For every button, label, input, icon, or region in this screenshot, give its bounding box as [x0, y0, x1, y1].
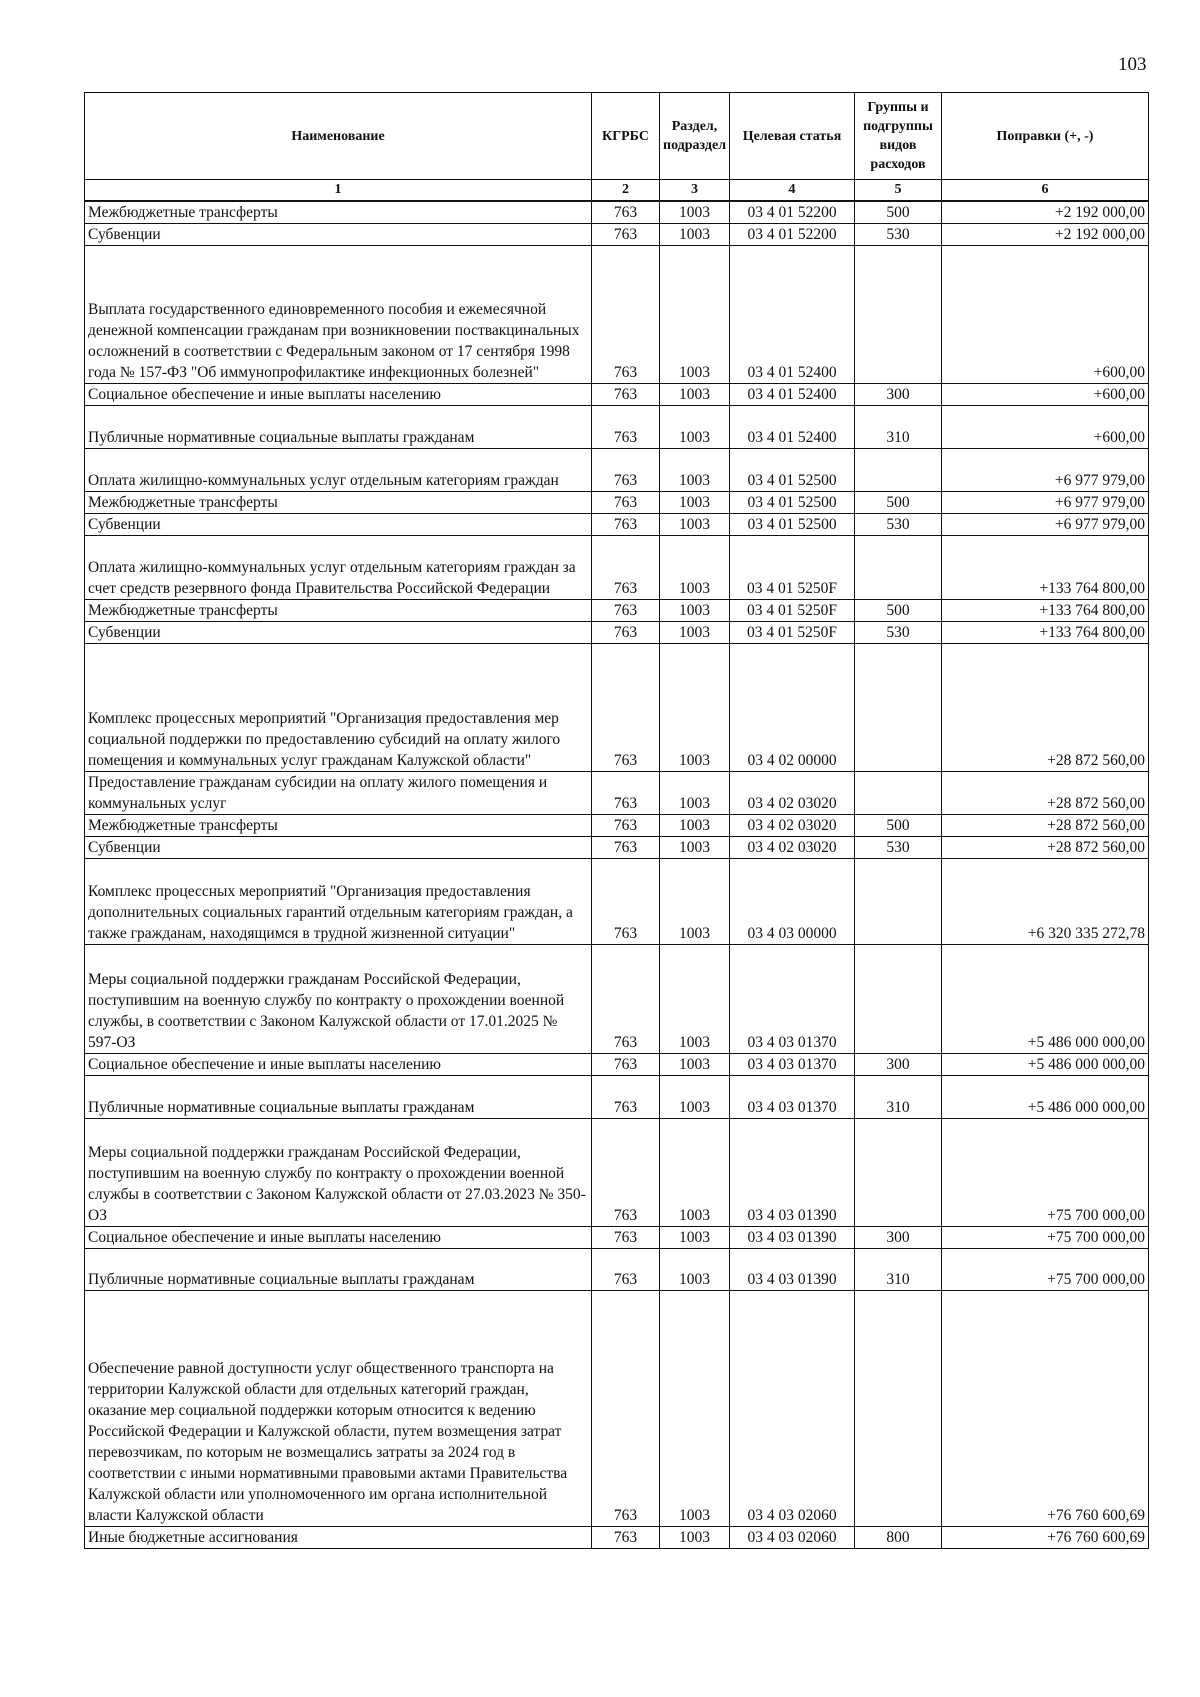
cell-name: Комплекс процессных мероприятий "Организация предоставления дополнительных социальных гарантий отдельным категориям граждан, а также гражданам, находящимся в трудной жизненной ситуации" — [85, 859, 592, 945]
table-body — [85, 201, 1149, 1549]
cell-name: Публичные нормативные социальные выплаты гражданам — [85, 1249, 592, 1291]
cell-celevaya-statya: 03 4 02 03020 — [730, 815, 855, 837]
cell-name: Межбюджетные трансферты — [85, 201, 592, 224]
cell-vid-raskhodov: 530 — [855, 837, 942, 859]
cell-razdel: 1003 — [660, 246, 730, 384]
column-number: 2 — [592, 180, 660, 202]
cell-kgrbs: 763 — [592, 1527, 660, 1549]
cell-celevaya-statya: 03 4 01 52200 — [730, 201, 855, 224]
cell-vid-raskhodov — [855, 772, 942, 815]
cell-razdel: 1003 — [660, 201, 730, 224]
cell-celevaya-statya: 03 4 01 52400 — [730, 246, 855, 384]
cell-celevaya-statya: 03 4 03 01390 — [730, 1249, 855, 1291]
cell-kgrbs: 763 — [592, 644, 660, 772]
cell-kgrbs: 763 — [592, 1291, 660, 1527]
cell-kgrbs: 763 — [592, 1227, 660, 1249]
cell-celevaya-statya: 03 4 03 01370 — [730, 945, 855, 1054]
column-number: 6 — [942, 180, 1149, 202]
cell-celevaya-statya: 03 4 03 01390 — [730, 1119, 855, 1227]
cell-kgrbs: 763 — [592, 945, 660, 1054]
cell-popravki: +75 700 000,00 — [942, 1227, 1149, 1249]
cell-popravki: +133 764 800,00 — [942, 536, 1149, 600]
cell-popravki: +2 192 000,00 — [942, 224, 1149, 246]
cell-razdel: 1003 — [660, 384, 730, 406]
cell-kgrbs: 763 — [592, 514, 660, 536]
table-row — [85, 1527, 1149, 1549]
table-row — [85, 644, 1149, 772]
cell-name: Межбюджетные трансферты — [85, 492, 592, 514]
cell-name: Выплата государственного единовременного пособия и ежемесячной денежной компенсации гражданам при возникновении поствакцинальных осложнений в соответствии с Федеральным законом от 17 сентября 1998 года № 157-ФЗ "Об иммунопрофилактике инфекционных болезней" — [85, 246, 592, 384]
cell-celevaya-statya: 03 4 02 03020 — [730, 772, 855, 815]
cell-razdel: 1003 — [660, 1076, 730, 1119]
page-number: 103 — [1118, 54, 1147, 75]
cell-celevaya-statya: 03 4 02 03020 — [730, 837, 855, 859]
cell-vid-raskhodov — [855, 1291, 942, 1527]
cell-kgrbs: 763 — [592, 246, 660, 384]
cell-name: Межбюджетные трансферты — [85, 815, 592, 837]
table-row — [85, 1291, 1149, 1527]
table-row — [85, 815, 1149, 837]
table-row — [85, 201, 1149, 224]
cell-kgrbs: 763 — [592, 201, 660, 224]
cell-kgrbs: 763 — [592, 1054, 660, 1076]
table-row — [85, 536, 1149, 600]
table-row — [85, 772, 1149, 815]
header-kgrbs: КГРБС — [592, 93, 660, 180]
cell-celevaya-statya: 03 4 03 01390 — [730, 1227, 855, 1249]
table-row — [85, 224, 1149, 246]
cell-name: Предоставление гражданам субсидии на оплату жилого помещения и коммунальных услуг — [85, 772, 592, 815]
table-row — [85, 492, 1149, 514]
cell-vid-raskhodov: 300 — [855, 1054, 942, 1076]
cell-vid-raskhodov: 530 — [855, 514, 942, 536]
header-celev: Целевая статья — [730, 93, 855, 180]
cell-kgrbs: 763 — [592, 449, 660, 492]
cell-name: Публичные нормативные социальные выплаты гражданам — [85, 406, 592, 449]
cell-name: Субвенции — [85, 837, 592, 859]
cell-popravki: +5 486 000 000,00 — [942, 1054, 1149, 1076]
cell-vid-raskhodov: 530 — [855, 622, 942, 644]
cell-razdel: 1003 — [660, 1291, 730, 1527]
table-row — [85, 837, 1149, 859]
cell-popravki: +6 977 979,00 — [942, 514, 1149, 536]
cell-kgrbs: 763 — [592, 815, 660, 837]
cell-celevaya-statya: 03 4 01 5250F — [730, 536, 855, 600]
cell-popravki: +76 760 600,69 — [942, 1527, 1149, 1549]
cell-popravki: +600,00 — [942, 384, 1149, 406]
cell-kgrbs: 763 — [592, 536, 660, 600]
cell-popravki: +75 700 000,00 — [942, 1249, 1149, 1291]
header-razdel: Раздел, подраздел — [660, 93, 730, 180]
cell-vid-raskhodov: 500 — [855, 201, 942, 224]
table-header — [85, 93, 1149, 202]
cell-vid-raskhodov — [855, 246, 942, 384]
cell-kgrbs: 763 — [592, 600, 660, 622]
header-vid: Группы и подгруппы видов расходов — [855, 93, 942, 180]
cell-popravki: +28 872 560,00 — [942, 837, 1149, 859]
cell-razdel: 1003 — [660, 622, 730, 644]
table-row — [85, 449, 1149, 492]
cell-celevaya-statya: 03 4 01 5250F — [730, 600, 855, 622]
cell-popravki: +600,00 — [942, 246, 1149, 384]
cell-name: Субвенции — [85, 514, 592, 536]
table-row — [85, 1249, 1149, 1291]
cell-razdel: 1003 — [660, 859, 730, 945]
cell-razdel: 1003 — [660, 1227, 730, 1249]
cell-name: Обеспечение равной доступности услуг общественного транспорта на территории Калужской области для отдельных категорий граждан, оказание мер социальной поддержки которым относится к ведению Российской Федерации и Калужской области, путем возмещения затрат перевозчикам, по которым не возмещались затраты за 2024 год в соответствии с иными нормативными правовыми актами Правительства Калужской области или уполномоченного им органа исполнительной власти Калужской области — [85, 1291, 592, 1527]
cell-celevaya-statya: 03 4 01 52400 — [730, 406, 855, 449]
table-row — [85, 1227, 1149, 1249]
cell-kgrbs: 763 — [592, 622, 660, 644]
cell-name: Иные бюджетные ассигнования — [85, 1527, 592, 1549]
column-number: 5 — [855, 180, 942, 202]
cell-popravki: +600,00 — [942, 406, 1149, 449]
cell-kgrbs: 763 — [592, 837, 660, 859]
cell-vid-raskhodov: 500 — [855, 600, 942, 622]
header-name: Наименование — [85, 93, 592, 180]
cell-vid-raskhodov: 310 — [855, 406, 942, 449]
cell-razdel: 1003 — [660, 1119, 730, 1227]
cell-razdel: 1003 — [660, 837, 730, 859]
cell-razdel: 1003 — [660, 1527, 730, 1549]
cell-vid-raskhodov: 530 — [855, 224, 942, 246]
cell-kgrbs: 763 — [592, 1119, 660, 1227]
cell-name: Меры социальной поддержки гражданам Российской Федерации, поступившим на военную службу по контракту о прохождении военной службы в соответствии с Законом Калужской области от 27.03.2023 № 350-ОЗ — [85, 1119, 592, 1227]
cell-popravki: +28 872 560,00 — [942, 644, 1149, 772]
cell-vid-raskhodov — [855, 945, 942, 1054]
cell-kgrbs: 763 — [592, 1076, 660, 1119]
cell-name: Межбюджетные трансферты — [85, 600, 592, 622]
cell-vid-raskhodov: 800 — [855, 1527, 942, 1549]
cell-popravki: +5 486 000 000,00 — [942, 945, 1149, 1054]
cell-razdel: 1003 — [660, 406, 730, 449]
cell-popravki: +75 700 000,00 — [942, 1119, 1149, 1227]
cell-razdel: 1003 — [660, 1249, 730, 1291]
cell-popravki: +76 760 600,69 — [942, 1291, 1149, 1527]
cell-popravki: +5 486 000 000,00 — [942, 1076, 1149, 1119]
cell-popravki: +6 320 335 272,78 — [942, 859, 1149, 945]
table-row — [85, 622, 1149, 644]
cell-popravki: +133 764 800,00 — [942, 600, 1149, 622]
cell-celevaya-statya: 03 4 03 01370 — [730, 1054, 855, 1076]
cell-popravki: +2 192 000,00 — [942, 201, 1149, 224]
cell-celevaya-statya: 03 4 03 00000 — [730, 859, 855, 945]
cell-celevaya-statya: 03 4 01 5250F — [730, 622, 855, 644]
cell-razdel: 1003 — [660, 600, 730, 622]
cell-razdel: 1003 — [660, 449, 730, 492]
budget-table — [84, 92, 1149, 1549]
cell-kgrbs: 763 — [592, 859, 660, 945]
table-row — [85, 1054, 1149, 1076]
cell-popravki: +28 872 560,00 — [942, 772, 1149, 815]
cell-vid-raskhodov: 500 — [855, 492, 942, 514]
cell-vid-raskhodov — [855, 644, 942, 772]
cell-name: Публичные нормативные социальные выплаты гражданам — [85, 1076, 592, 1119]
table-row — [85, 246, 1149, 384]
cell-vid-raskhodov: 310 — [855, 1249, 942, 1291]
cell-razdel: 1003 — [660, 815, 730, 837]
cell-vid-raskhodov: 300 — [855, 1227, 942, 1249]
cell-kgrbs: 763 — [592, 224, 660, 246]
cell-kgrbs: 763 — [592, 406, 660, 449]
cell-kgrbs: 763 — [592, 492, 660, 514]
table-row — [85, 514, 1149, 536]
header-popravki: Поправки (+, -) — [942, 93, 1149, 180]
table-row — [85, 406, 1149, 449]
cell-name: Субвенции — [85, 224, 592, 246]
cell-vid-raskhodov: 500 — [855, 815, 942, 837]
cell-razdel: 1003 — [660, 1054, 730, 1076]
cell-popravki: +6 977 979,00 — [942, 449, 1149, 492]
cell-celevaya-statya: 03 4 03 02060 — [730, 1291, 855, 1527]
cell-razdel: 1003 — [660, 492, 730, 514]
column-number: 1 — [85, 180, 592, 202]
cell-celevaya-statya: 03 4 03 01370 — [730, 1076, 855, 1119]
cell-vid-raskhodov: 300 — [855, 384, 942, 406]
cell-name: Меры социальной поддержки гражданам Российской Федерации, поступившим на военную службу по контракту о прохождении военной службы, в соответствии с Законом Калужской области от 17.01.2025 № 597-ОЗ — [85, 945, 592, 1054]
cell-name: Социальное обеспечение и иные выплаты населению — [85, 1227, 592, 1249]
cell-celevaya-statya: 03 4 01 52200 — [730, 224, 855, 246]
cell-kgrbs: 763 — [592, 1249, 660, 1291]
cell-celevaya-statya: 03 4 03 02060 — [730, 1527, 855, 1549]
cell-celevaya-statya: 03 4 01 52500 — [730, 514, 855, 536]
cell-razdel: 1003 — [660, 644, 730, 772]
cell-celevaya-statya: 03 4 01 52500 — [730, 492, 855, 514]
column-number: 3 — [660, 180, 730, 202]
cell-popravki: +28 872 560,00 — [942, 815, 1149, 837]
cell-vid-raskhodov — [855, 449, 942, 492]
cell-popravki: +6 977 979,00 — [942, 492, 1149, 514]
cell-razdel: 1003 — [660, 536, 730, 600]
table-row — [85, 600, 1149, 622]
cell-vid-raskhodov — [855, 1119, 942, 1227]
cell-vid-raskhodov — [855, 536, 942, 600]
cell-celevaya-statya: 03 4 01 52400 — [730, 384, 855, 406]
table-row — [85, 1076, 1149, 1119]
cell-razdel: 1003 — [660, 224, 730, 246]
table-row — [85, 1119, 1149, 1227]
cell-name: Субвенции — [85, 622, 592, 644]
column-number: 4 — [730, 180, 855, 202]
cell-name: Оплата жилищно-коммунальных услуг отдельным категориям граждан за счет средств резервного фонда Правительства Российской Федерации — [85, 536, 592, 600]
cell-name: Комплекс процессных мероприятий "Организация предоставления мер социальной поддержки по предоставлению субсидий на оплату жилого помещения и коммунальных услуг гражданам Калужской области" — [85, 644, 592, 772]
cell-vid-raskhodov — [855, 859, 942, 945]
table-row — [85, 859, 1149, 945]
cell-vid-raskhodov: 310 — [855, 1076, 942, 1119]
cell-razdel: 1003 — [660, 772, 730, 815]
cell-celevaya-statya: 03 4 01 52500 — [730, 449, 855, 492]
table-row — [85, 945, 1149, 1054]
cell-razdel: 1003 — [660, 945, 730, 1054]
cell-kgrbs: 763 — [592, 772, 660, 815]
table-row — [85, 384, 1149, 406]
cell-celevaya-statya: 03 4 02 00000 — [730, 644, 855, 772]
cell-popravki: +133 764 800,00 — [942, 622, 1149, 644]
cell-kgrbs: 763 — [592, 384, 660, 406]
cell-name: Социальное обеспечение и иные выплаты населению — [85, 384, 592, 406]
cell-name: Социальное обеспечение и иные выплаты населению — [85, 1054, 592, 1076]
cell-razdel: 1003 — [660, 514, 730, 536]
cell-name: Оплата жилищно-коммунальных услуг отдельным категориям граждан — [85, 449, 592, 492]
